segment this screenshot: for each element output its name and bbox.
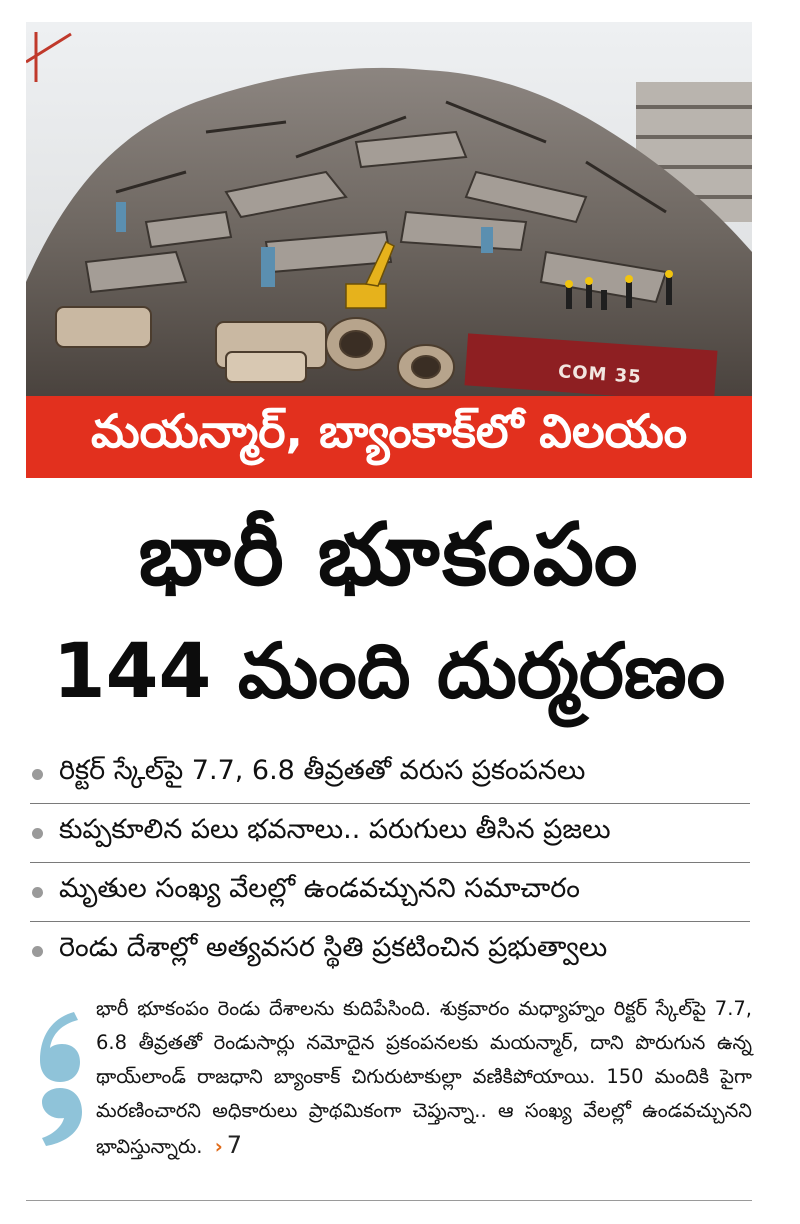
headline-line-1: భారీ భూకంపం [138,505,640,605]
quote-mark-icon [34,1008,86,1148]
bullet-dot-icon [32,828,43,839]
kicker-text: మయన్మార్, బ్యాంకాక్‌లో విలయం [90,404,688,458]
highlights-list [30,745,750,980]
headline-line-2: 144 మంది దుర్మరణం [52,626,726,715]
highlight-text: మృతుల సంఖ్య వేలల్లో ఉండవచ్చునని సమాచారం [59,873,580,904]
bullet-dot-icon [32,887,43,898]
highlight-text: కుప్పకూలిన పలు భవనాలు.. పరుగులు తీసిన ప్రజలు [59,814,611,845]
photo-sign-text: COM 35 [557,361,643,388]
bullet-dot-icon [32,769,43,780]
highlight-item [30,922,750,980]
continued-arrow-icon[interactable]: › [214,1135,223,1158]
continued-page-number[interactable]: 7 [226,1131,243,1159]
highlight-item [30,804,750,863]
bottom-divider [26,1200,752,1201]
highlight-item [30,863,750,922]
highlight-text: రిక్టర్ స్కేల్‌పై 7.7, 6.8 తీవ్రతతో వరుస ప్రకంపనలు [59,755,586,786]
bullet-dot-icon [32,946,43,957]
kicker-banner [26,396,752,478]
collapsed-building-photo [26,22,752,396]
article-body [96,992,752,1164]
highlight-item [30,745,750,804]
highlight-text: రెండు దేశాల్లో అత్యవసర స్థితి ప్రకటించిన ప్రభుత్వాలు [59,932,608,963]
article-body-text: భారీ భూకంపం రెండు దేశాలను కుదిపేసింది. శుక్రవారం మధ్యాహ్నం రిక్టర్ స్కేల్‌పై 7.7, 6.8 తీవ్రతతో రెండుసార్లు నమోదైన ప్రకంపనలకు మయన్మార్, దాని పొరుగున ఉన్న థాయ్‌లాండ్ రాజధాని బ్యాంకాక్ చిగురుటాకుల్లా వణికిపోయాయి. 150 మందికి పైగా మరణించారని అధికారులు ప్రాథమికంగా చెప్తున్నా.. ఆ సంఖ్య వేలల్లో ఉండవచ్చునని భావిస్తున్నారు. [96,997,752,1158]
